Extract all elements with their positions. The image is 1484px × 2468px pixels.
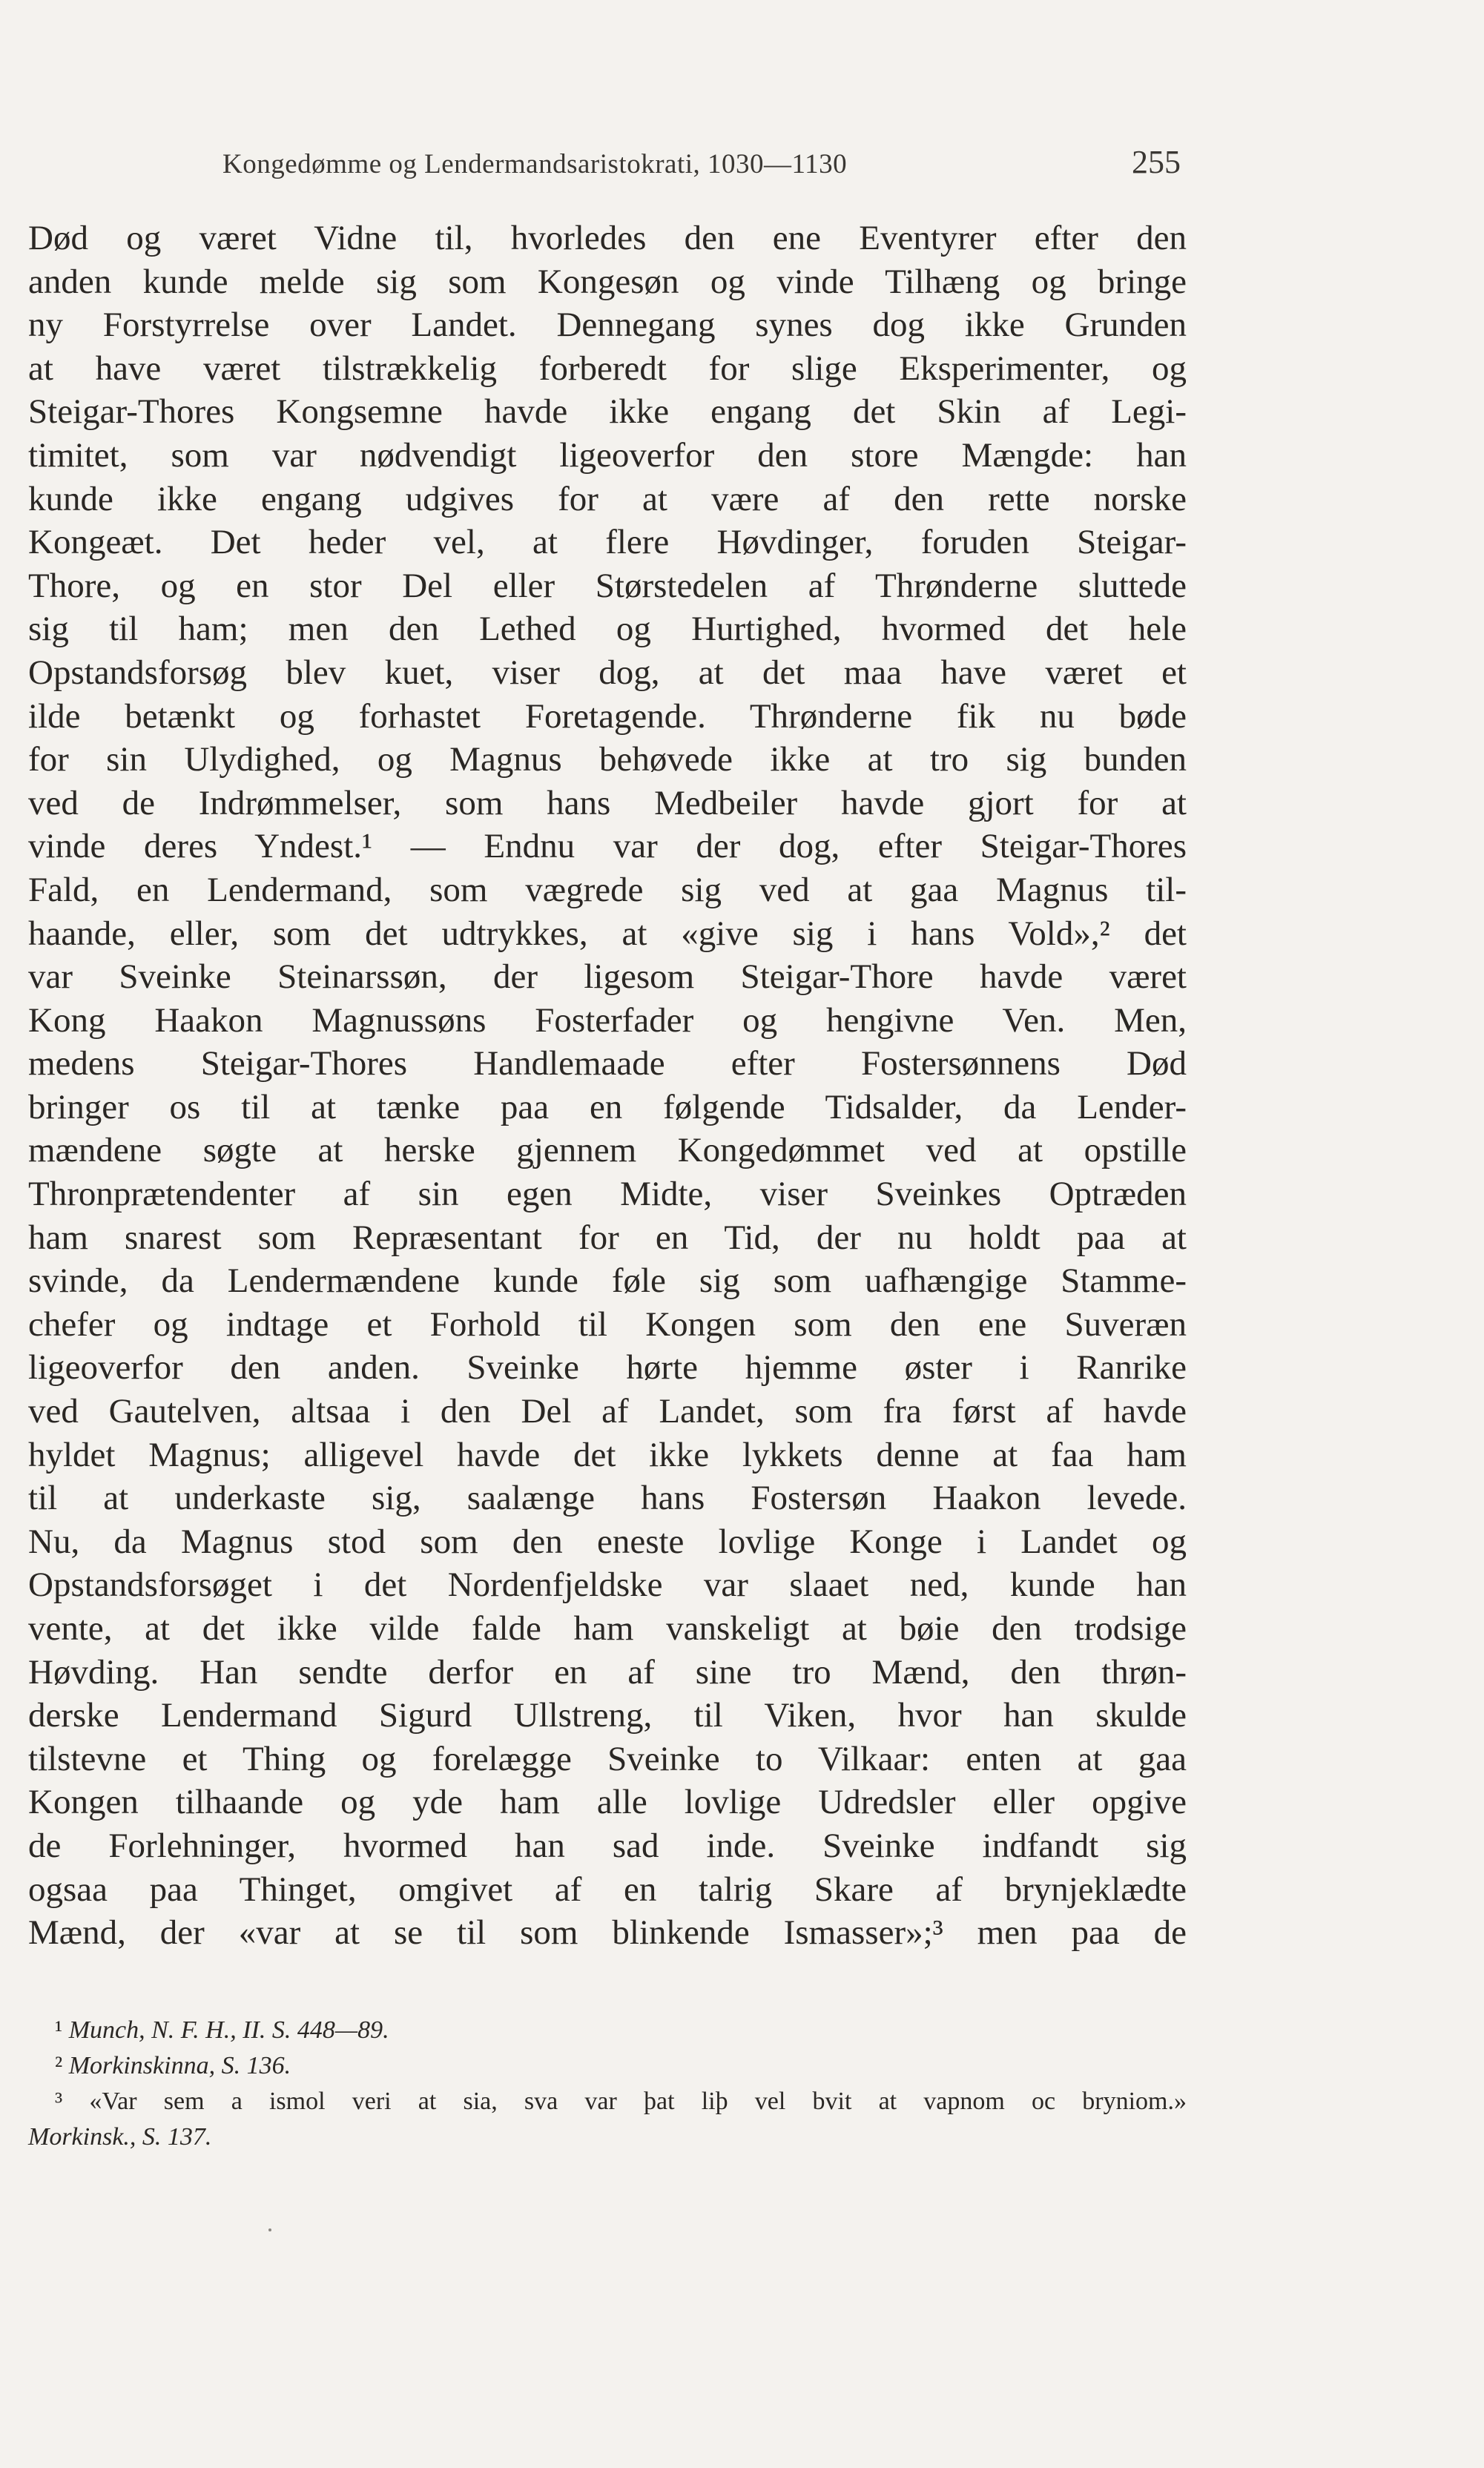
text-line: ham snarest som Repræsentant for en Tid, der nu holdt paa at (28, 1218, 1187, 1257)
footnote-mark: ¹ (55, 2016, 63, 2044)
text-line: tilstevne et Thing og forelægge Sveinke to Vilkaar: enten at gaa (28, 1739, 1187, 1778)
text-line: anden kunde melde sig som Kongesøn og vinde Tilhæng og bringe (28, 262, 1187, 301)
text-line: sig til ham; men den Lethed og Hurtighed, hvormed det hele (28, 610, 1187, 649)
text-line: kunde ikke engang udgives for at være af den rette norske (28, 479, 1187, 518)
footnote-text: Munch, N. F. H., II. S. 448—89. (68, 2016, 389, 2044)
text-line: chefer og indtage et Forhold til Kongen som den ene Suveræn (28, 1304, 1187, 1344)
text-line: svinde, da Lendermændene kunde føle sig som uafhængige Stamme- (28, 1261, 1187, 1301)
text-line: vinde deres Yndest.¹ — Endnu var der dog, efter Steigar-Thores (28, 827, 1187, 866)
running-title: Kongedømme og Lendermandsaristokrati, 1030—1130 (222, 149, 848, 179)
text-line: ilde betænkt og forhastet Foretagende. Thrønderne fik nu bøde (28, 696, 1187, 736)
text-line: var Sveinke Steinarssøn, der ligesom Steigar-Thore havde været (28, 957, 1187, 997)
text-line: Nu, da Magnus stod som den eneste lovlige Konge i Landet og (28, 1522, 1187, 1561)
footnote-2 (28, 2048, 1187, 2084)
text-line: Kongeæt. Det heder vel, at flere Høvdinger, foruden Steigar- (28, 523, 1187, 562)
text-line: for sin Ulydighed, og Magnus behøvede ikke at tro sig bunden (28, 740, 1187, 779)
footnote-text: «Var sem a ismol veri at sia, sva var þat liþ vel bvit at vapnom oc bryniom.» (89, 2088, 1187, 2115)
text-line: Død og været Vidne til, hvorledes den ene Eventyrer efter den (28, 219, 1187, 257)
text-line: derske Lendermand Sigurd Ullstreng, til Viken, hvor han skulde (28, 1696, 1187, 1735)
footnote-mark: ² (55, 2052, 63, 2079)
text-line: Mænd, der «var at se til som blinkende Ismasser»;³ men paa de (28, 1913, 1187, 1953)
text-line: medens Steigar-Thores Handlemaade efter Fostersønnens Død (28, 1044, 1187, 1083)
footnote-text: Morkinskinna, S. 136. (68, 2052, 291, 2079)
text-line: de Forlehninger, hvormed han sad inde. Sveinke indfandt sig (28, 1826, 1187, 1865)
body-text (28, 217, 1187, 1955)
text-line: ny Forstyrrelse over Landet. Dennegang synes dog ikke Grunden (28, 306, 1187, 345)
text-line: Opstandsforsøg blev kuet, viser dog, at det maa have været et (28, 653, 1187, 692)
text-line: ogsaa paa Thinget, omgivet af en talrig Skare af brynjeklædte (28, 1870, 1187, 1909)
text-line: Steigar-Thores Kongsemne havde ikke engang det Skin af Legi- (28, 392, 1187, 432)
stray-mark (268, 2228, 271, 2231)
footnotes (28, 2013, 1187, 2155)
text-line: haande, eller, som det udtrykkes, at «give sig i hans Vold»,² det (28, 914, 1187, 953)
footnote-3-continuation (28, 2119, 1187, 2155)
footnote-text: Morkinsk., S. 137. (28, 2123, 212, 2151)
footnote-3 (28, 2084, 1187, 2119)
text-line: mændene søgte at herske gjennem Kongedømmet ved at opstille (28, 1131, 1187, 1170)
text-line: Opstandsforsøget i det Nordenfjeldske var slaaet ned, kunde han (28, 1565, 1187, 1605)
text-line: at have været tilstrækkelig forberedt for slige Eksperimenter, og (28, 349, 1187, 388)
text-line: Thore, og en stor Del eller Størstedelen af Thrønderne sluttede (28, 566, 1187, 605)
text-line: hyldet Magnus; alligevel havde det ikke lykkets denne at faa ham (28, 1435, 1187, 1474)
text-line: bringer os til at tænke paa en følgende Tidsalder, da Lender- (28, 1087, 1187, 1126)
text-line: timitet, som var nødvendigt ligeoverfor den store Mængde: han (28, 435, 1187, 475)
text-line: ved Gautelven, altsaa i den Del af Landet, som fra først af havde (28, 1392, 1187, 1431)
text-line: Kongen tilhaande og yde ham alle lovlige Udredsler eller opgive (28, 1783, 1187, 1822)
text-line: ligeoverfor den anden. Sveinke hørte hjemme øster i Ranrike (28, 1348, 1187, 1388)
text-line: Kong Haakon Magnussøns Fosterfader og hengivne Ven. Men, (28, 1000, 1187, 1040)
page-number: 255 (1132, 144, 1181, 180)
text-line: vente, at det ikke vilde falde ham vanskeligt at bøie den trodsige (28, 1609, 1187, 1648)
footnote-1 (28, 2013, 1187, 2048)
text-line: til at underkaste sig, saalænge hans Fostersøn Haakon levede. (28, 1479, 1187, 1518)
footnote-mark: ³ (55, 2088, 63, 2115)
text-line: ved de Indrømmelser, som hans Medbeiler havde gjort for at (28, 783, 1187, 822)
text-line: Høvding. Han sendte derfor en af sine tro Mænd, den thrøn- (28, 1652, 1187, 1692)
text-line: Fald, en Lendermand, som vægrede sig ved at gaa Magnus til- (28, 870, 1187, 909)
text-line: Thronprætendenter af sin egen Midte, viser Sveinkes Optræden (28, 1175, 1187, 1214)
